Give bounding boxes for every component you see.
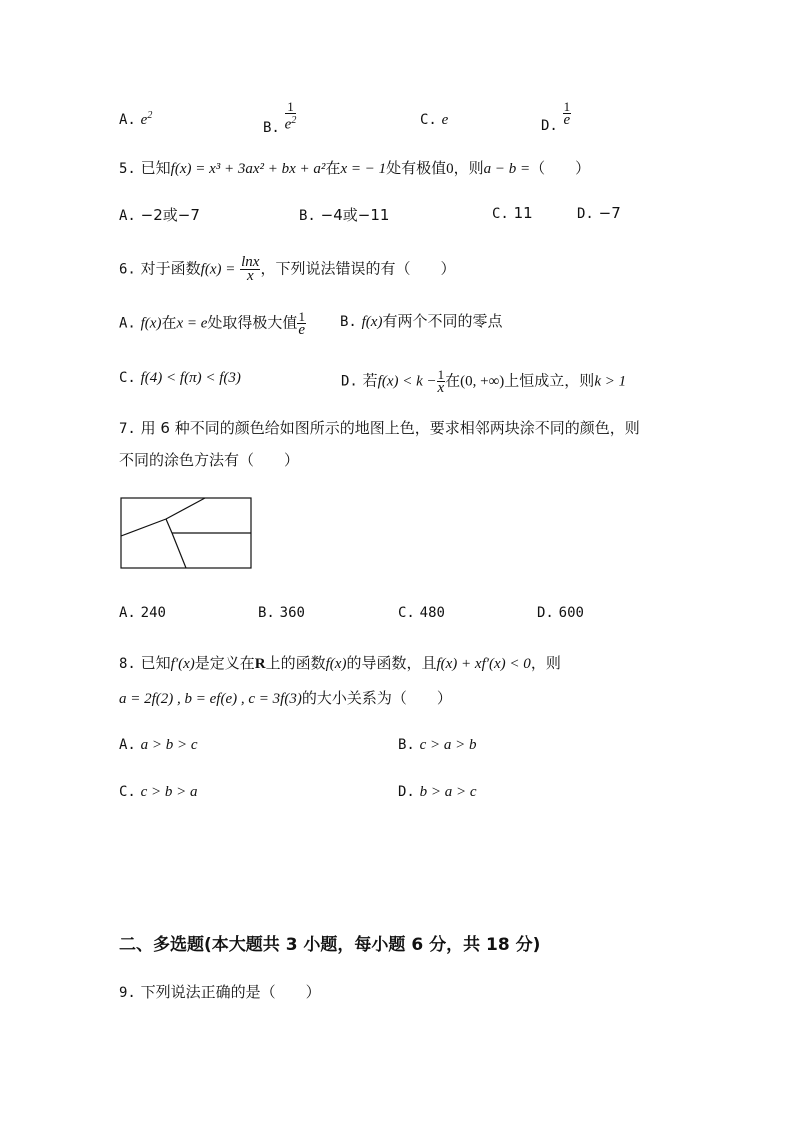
set-symbol: R: [254, 656, 266, 672]
question-6: [119, 256, 455, 283]
option-text: 处取得极大值: [207, 313, 298, 332]
value: 0: [446, 161, 454, 177]
question-text: 处有极值: [386, 159, 447, 177]
question-text: ，则: [453, 159, 484, 177]
expression: k > 1: [594, 373, 627, 390]
option-label: B.: [340, 314, 357, 330]
interval: (0, +∞): [460, 373, 505, 390]
question-text: 用 6 种不同的颜色给如图所示的地图上色，要求相邻两块涂不同的颜色，则: [140, 419, 640, 437]
option-label: D.: [577, 206, 594, 222]
q8-option-d: [398, 782, 477, 801]
map-border: [166, 498, 205, 519]
formula: f(x): [325, 656, 347, 672]
fraction: [563, 100, 572, 127]
q4-option-c: [420, 110, 448, 129]
q6-option-a: [119, 310, 306, 337]
question-text: 不同的涂色方法有（ ）: [119, 451, 300, 469]
condition: x = − 1: [340, 161, 387, 177]
expression: f(x) < k −: [377, 373, 437, 390]
option-text: 若: [362, 371, 378, 390]
den-exponent: 2: [291, 115, 297, 126]
option-label: C.: [492, 206, 509, 222]
q7-option-d: [537, 603, 584, 621]
option-label: D.: [537, 605, 554, 621]
fraction-numerator: 1: [437, 367, 445, 382]
question-number: 7.: [119, 421, 136, 437]
option-text: b > a > c: [419, 784, 477, 800]
option-text: −2或−7: [140, 206, 200, 224]
question-7-line-1: [119, 418, 640, 439]
formula: f(x) = x³ + 3ax² + bx + a²: [170, 161, 326, 177]
q8-option-a: [119, 735, 198, 754]
q5-option-a: [119, 204, 200, 225]
option-exponent: 2: [147, 110, 153, 121]
condition: x = e: [176, 315, 208, 332]
option-label: B.: [398, 737, 415, 753]
question-5: [119, 158, 590, 179]
map-figure: [120, 497, 252, 569]
question-text: ，则: [530, 654, 561, 672]
option-label: A.: [119, 208, 136, 224]
q6-option-d: [341, 368, 626, 395]
option-value: e: [441, 112, 449, 128]
q5-option-b: [299, 204, 389, 225]
option-text: 在: [161, 313, 177, 332]
fraction-denominator: e: [563, 112, 571, 128]
option-text: c > a > b: [419, 737, 477, 753]
question-number: 5.: [119, 161, 136, 177]
question-number: 6.: [119, 261, 136, 278]
option-text: c > b > a: [140, 784, 198, 800]
question-text: 对于函数: [140, 259, 201, 278]
q5-option-c: [492, 204, 533, 222]
option-text: 上恒成立，则: [504, 371, 595, 390]
q7-option-c: [398, 603, 445, 621]
option-label: C.: [398, 605, 415, 621]
option-label: A.: [119, 605, 136, 621]
option-label: D.: [398, 784, 415, 800]
expression: a − b =: [483, 161, 531, 177]
option-label: A.: [119, 112, 136, 128]
question-text: 已知: [140, 654, 171, 672]
q4-option-d: [541, 99, 571, 134]
fraction: [437, 368, 446, 395]
option-label: B.: [299, 208, 316, 224]
option-label: D.: [541, 117, 558, 134]
question-number: 9.: [119, 985, 136, 1001]
answer-blank: （ ）: [530, 159, 591, 177]
fraction-denominator: x: [437, 380, 445, 396]
fraction-denominator: e: [298, 322, 306, 338]
inequality: f(x) + xf′(x) < 0: [436, 656, 531, 672]
question-text: 上的函数: [265, 654, 326, 672]
option-label: C.: [119, 370, 136, 386]
q7-option-b: [258, 603, 305, 621]
option-text: 240: [140, 605, 166, 621]
q6-option-c: [119, 368, 241, 387]
q8-option-c: [119, 782, 198, 801]
q5-option-d: [577, 204, 621, 222]
option-text: a > b > c: [140, 737, 198, 753]
fraction-numerator: 1: [298, 309, 305, 324]
option-text: 有两个不同的零点: [382, 312, 503, 330]
fraction-numerator: 1: [285, 100, 297, 114]
option-label: C.: [420, 112, 437, 128]
option-label: B.: [263, 119, 280, 136]
option-base: e: [140, 112, 148, 128]
den-base: e: [284, 116, 292, 133]
fraction-numerator: 1: [563, 99, 571, 114]
fraction-denominator: x: [246, 268, 254, 284]
fraction: [297, 310, 306, 337]
q4-option-b: [263, 99, 297, 136]
fraction-denominator: [285, 114, 297, 131]
expression: f(4) < f(π) < f(3): [140, 370, 241, 386]
map-border: [121, 519, 166, 536]
question-text: 是定义在: [194, 654, 255, 672]
fraction: [285, 100, 297, 131]
option-text: 在: [445, 371, 461, 390]
option-label: B.: [258, 605, 275, 621]
q7-option-a: [119, 603, 166, 621]
formula: f(x): [140, 315, 162, 332]
question-8-line-2: [119, 688, 452, 709]
option-label: A.: [119, 737, 136, 753]
expression: a = 2f(2) , b = ef(e) , c = 3f(3): [119, 691, 302, 707]
option-text: 360: [279, 605, 305, 621]
option-text: −4或−11: [320, 206, 390, 224]
question-8-line-1: [119, 653, 561, 674]
q8-option-b: [398, 735, 477, 754]
formula: f′(x): [170, 656, 195, 672]
fraction: [240, 256, 260, 283]
section-heading: 二、多选题(本大题共 3 小题，每小题 6 分，共 18 分): [119, 935, 541, 955]
option-label: D.: [341, 373, 358, 390]
question-text: 在: [325, 159, 341, 177]
map-border: [172, 533, 186, 568]
question-7-line-2: [119, 450, 299, 470]
question-text: 已知: [140, 159, 171, 177]
question-number: 8.: [119, 656, 136, 672]
question-text: 的导函数，且: [346, 654, 437, 672]
option-text: −7: [598, 204, 621, 222]
q6-option-b: [340, 310, 502, 331]
question-text: ，下列说法错误的有（ ）: [260, 259, 456, 278]
formula: f(x): [361, 314, 383, 330]
option-text: 600: [558, 605, 584, 621]
fraction-numerator: lnx: [241, 254, 260, 270]
option-text: 11: [513, 204, 533, 222]
option-label: A.: [119, 315, 136, 332]
question-text: 的大小关系为（ ）: [301, 689, 452, 707]
q4-option-a: [119, 110, 152, 129]
formula: f(x) =: [200, 261, 236, 278]
map-border: [166, 519, 172, 533]
option-label: C.: [119, 784, 136, 800]
option-text: 480: [419, 605, 445, 621]
question-9: [119, 982, 321, 1003]
question-text: 下列说法正确的是（ ）: [140, 983, 321, 1001]
